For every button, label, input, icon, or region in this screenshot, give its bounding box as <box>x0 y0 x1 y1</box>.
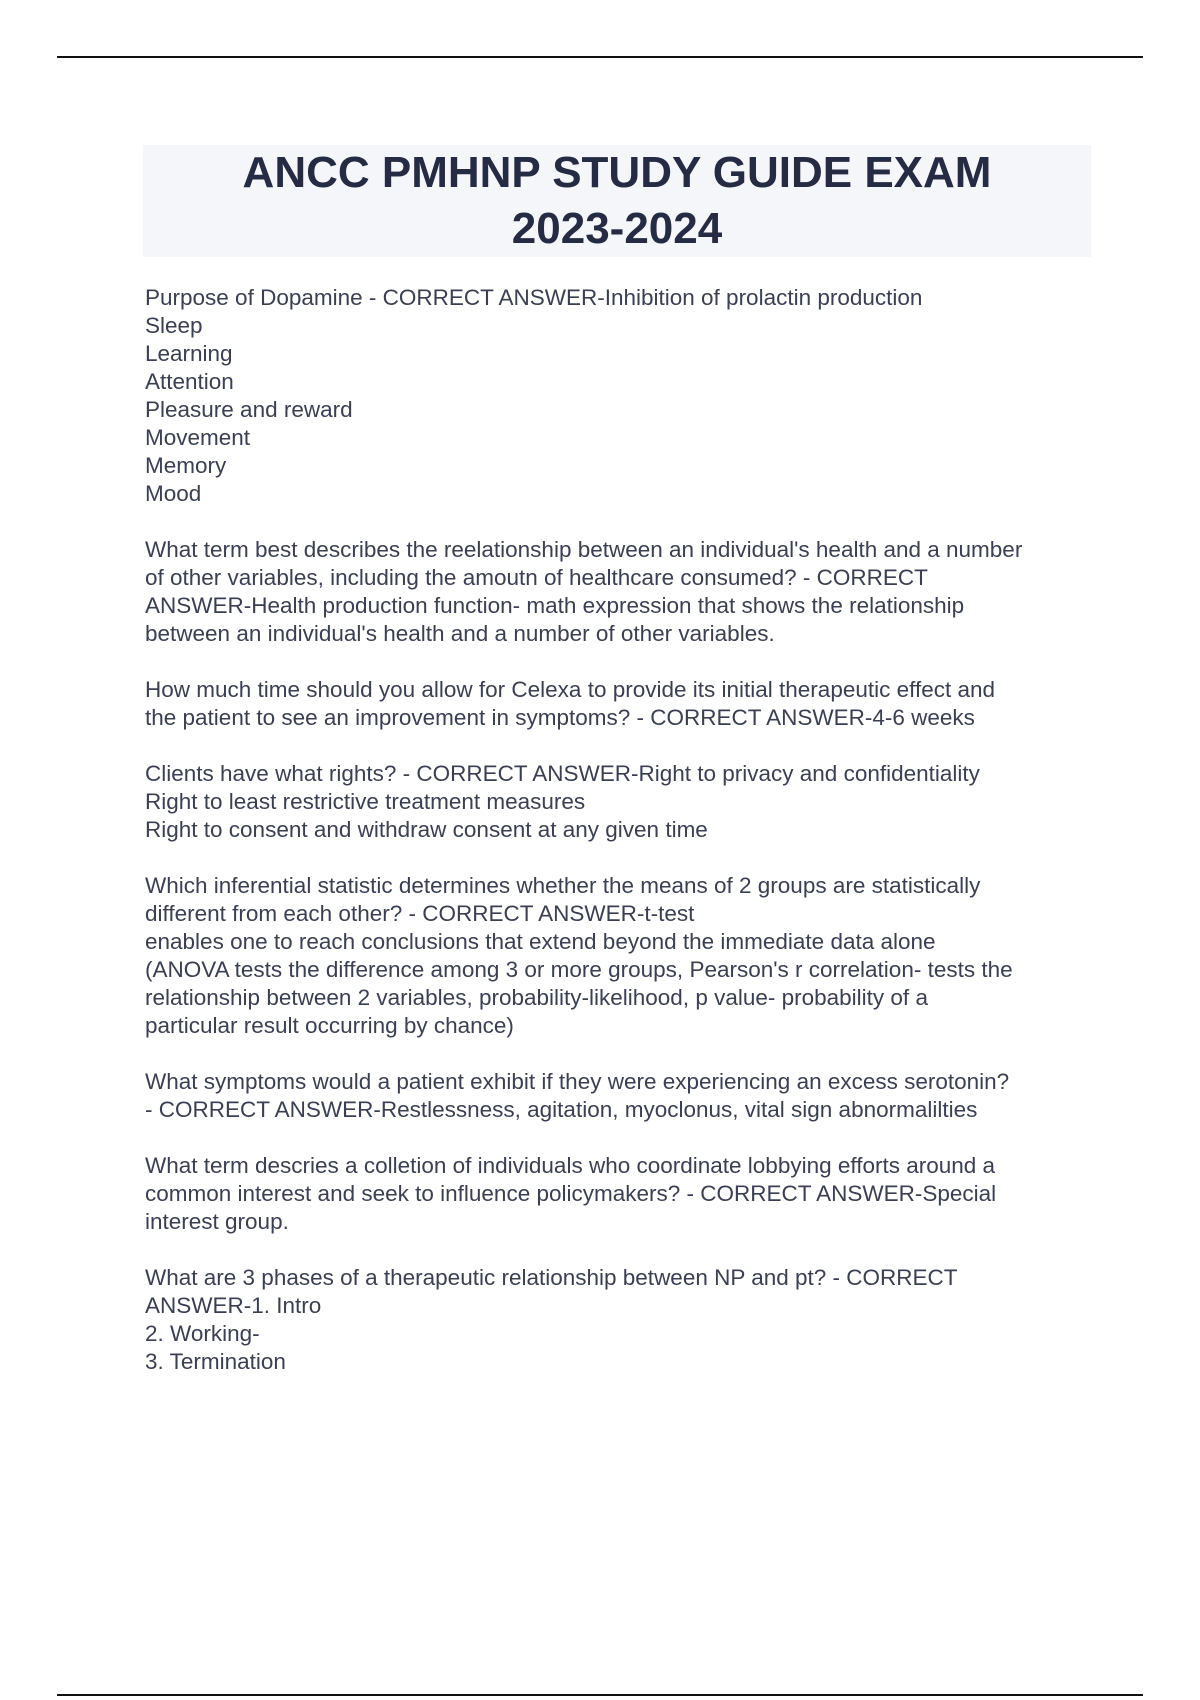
qa-item-client-rights <box>145 760 1095 844</box>
qa-line: enables one to reach conclusions that extend beyond the immediate data alone <box>145 929 936 954</box>
qa-line: What symptoms would a patient exhibit if they were experiencing an excess serotonin? <box>145 1069 1010 1094</box>
qa-line: What are 3 phases of a therapeutic relationship between NP and pt? - CORRECT <box>145 1265 958 1290</box>
qa-line: Clients have what rights? - CORRECT ANSWER-Right to privacy and confidentiality <box>145 761 980 786</box>
qa-item-celexa <box>145 676 1095 732</box>
qa-line: Which inferential statistic determines whether the means of 2 groups are statistically <box>145 873 981 898</box>
qa-line: Mood <box>145 481 202 506</box>
qa-line: - CORRECT ANSWER-Restlessness, agitation, myoclonus, vital sign abnormalilties <box>145 1097 978 1122</box>
qa-line: ANSWER-Health production function- math expression that shows the relationship <box>145 593 965 618</box>
qa-item-dopamine <box>145 284 1095 508</box>
qa-line: common interest and seek to influence policymakers? - CORRECT ANSWER-Special <box>145 1181 997 1206</box>
qa-line: particular result occurring by chance) <box>145 1013 514 1038</box>
header-rule <box>57 56 1143 58</box>
qa-item-t-test <box>145 872 1095 1040</box>
footer-rule <box>57 1694 1143 1696</box>
qa-line: What term best describes the reelationship between an individual's health and a number <box>145 537 1023 562</box>
page-title <box>243 145 992 257</box>
qa-list <box>145 284 1095 1404</box>
qa-item-therapeutic-phases <box>145 1264 1095 1376</box>
qa-line: interest group. <box>145 1209 289 1234</box>
qa-line: Sleep <box>145 313 203 338</box>
qa-item-interest-group <box>145 1152 1095 1236</box>
qa-item-serotonin <box>145 1068 1095 1124</box>
title-line: ANCC PMHNP STUDY GUIDE EXAM <box>242 148 992 197</box>
qa-line: Movement <box>145 425 251 450</box>
qa-line: Right to least restrictive treatment measures <box>145 789 586 814</box>
qa-line: What term descries a colletion of individuals who coordinate lobbying efforts around a <box>145 1153 996 1178</box>
qa-line: Purpose of Dopamine - CORRECT ANSWER-Inhibition of prolactin production <box>145 285 923 310</box>
qa-line: of other variables, including the amoutn of healthcare consumed? - CORRECT <box>145 565 928 590</box>
title-banner <box>143 145 1091 257</box>
qa-line: How much time should you allow for Celexa to provide its initial therapeutic effect and <box>145 677 996 702</box>
qa-line: the patient to see an improvement in symptoms? - CORRECT ANSWER-4-6 weeks <box>145 705 975 730</box>
qa-line: (ANOVA tests the difference among 3 or more groups, Pearson's r correlation- tests the <box>145 957 1013 982</box>
qa-line: Memory <box>145 453 227 478</box>
qa-line: Attention <box>145 369 234 394</box>
qa-line: 3. Termination <box>145 1349 286 1374</box>
title-line: 2023-2024 <box>511 204 723 253</box>
qa-line: Right to consent and withdraw consent at any given time <box>145 817 708 842</box>
qa-item-health-production <box>145 536 1095 648</box>
qa-line: between an individual's health and a number of other variables. <box>145 621 775 646</box>
qa-line: different from each other? - CORRECT ANSWER-t-test <box>145 901 695 926</box>
qa-line: 2. Working- <box>145 1321 260 1346</box>
qa-line: ANSWER-1. Intro <box>145 1293 322 1318</box>
qa-line: Pleasure and reward <box>145 397 353 422</box>
qa-line: Learning <box>145 341 233 366</box>
qa-line: relationship between 2 variables, probability-likelihood, p value- probability of a <box>145 985 928 1010</box>
